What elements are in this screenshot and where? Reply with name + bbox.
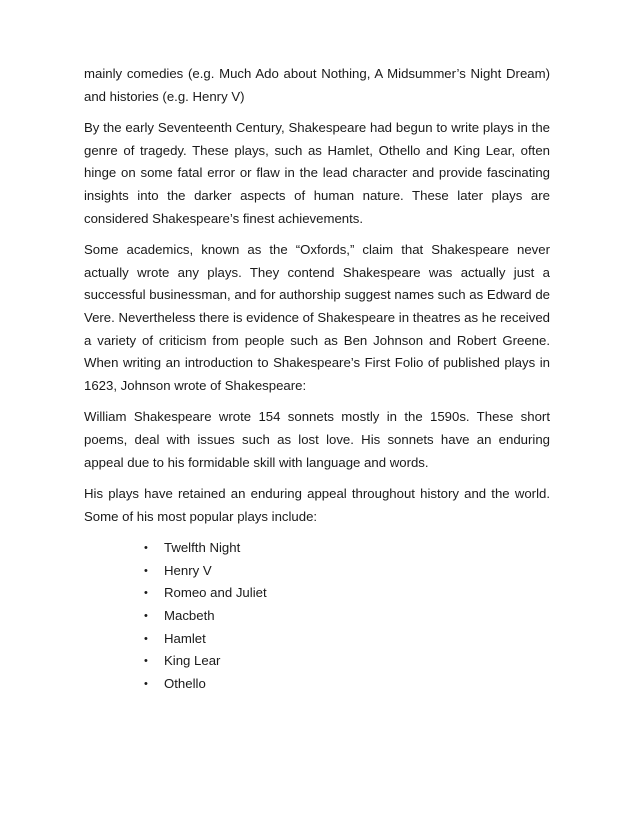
- paragraph-sonnets: William Shakespeare wrote 154 sonnets mostly in the 1590s. These short poems, deal with issues such as lost love. His sonnets have an enduring appeal due to his formidable skill with language and words.: [84, 409, 550, 470]
- bullet-icon: •: [144, 655, 148, 668]
- list-item: [84, 605, 550, 628]
- list-item: [84, 650, 550, 673]
- list-item: [84, 628, 550, 651]
- plays-list: [84, 537, 550, 695]
- list-item: [84, 673, 550, 696]
- play-title: Hamlet: [164, 630, 206, 646]
- play-title: Romeo and Juliet: [164, 585, 267, 601]
- play-title: Othello: [164, 675, 206, 691]
- bullet-icon: •: [144, 564, 148, 577]
- document-page: [84, 63, 550, 695]
- bullet-icon: •: [144, 542, 148, 555]
- list-item: [84, 537, 550, 560]
- paragraph-comedies-histories: mainly comedies (e.g. Much Ado about Nothing, A Midsummer’s Night Dream) and histories (e.g. Henry V): [84, 66, 550, 104]
- list-item: [84, 582, 550, 605]
- bullet-icon: •: [144, 587, 148, 600]
- bullet-icon: •: [144, 677, 148, 690]
- play-title: Henry V: [164, 562, 212, 578]
- play-title: King Lear: [164, 653, 221, 669]
- bullet-icon: •: [144, 610, 148, 623]
- list-item: [84, 560, 550, 583]
- paragraph-popular-plays: His plays have retained an enduring appeal throughout history and the world. Some of his most popular plays include:: [84, 486, 550, 524]
- play-title: Twelfth Night: [164, 540, 241, 556]
- paragraph-tragedies: By the early Seventeenth Century, Shakespeare had begun to write plays in the genre of tragedy. These plays, such as Hamlet, Othello and King Lear, often hinge on some fatal error or flaw in the lead character and provide fascinating insights into the darker aspects of human nature. These later plays are considered Shakespeare’s finest achievements.: [84, 120, 550, 226]
- play-title: Macbeth: [164, 608, 215, 624]
- paragraph-oxfords: Some academics, known as the “Oxfords,” claim that Shakespeare never actually wrote any plays. They contend Shakespeare was actually just a successful businessman, and for authorship suggest names such as Edward de Vere. Nevertheless there is evidence of Shakespeare in theatres as he received a variety of criticism from people such as Ben Johnson and Robert Greene. When writing an introduction to Shakespeare’s First Folio of published plays in 1623, Johnson wrote of Shakespeare:: [84, 242, 550, 393]
- bullet-icon: •: [144, 632, 148, 645]
